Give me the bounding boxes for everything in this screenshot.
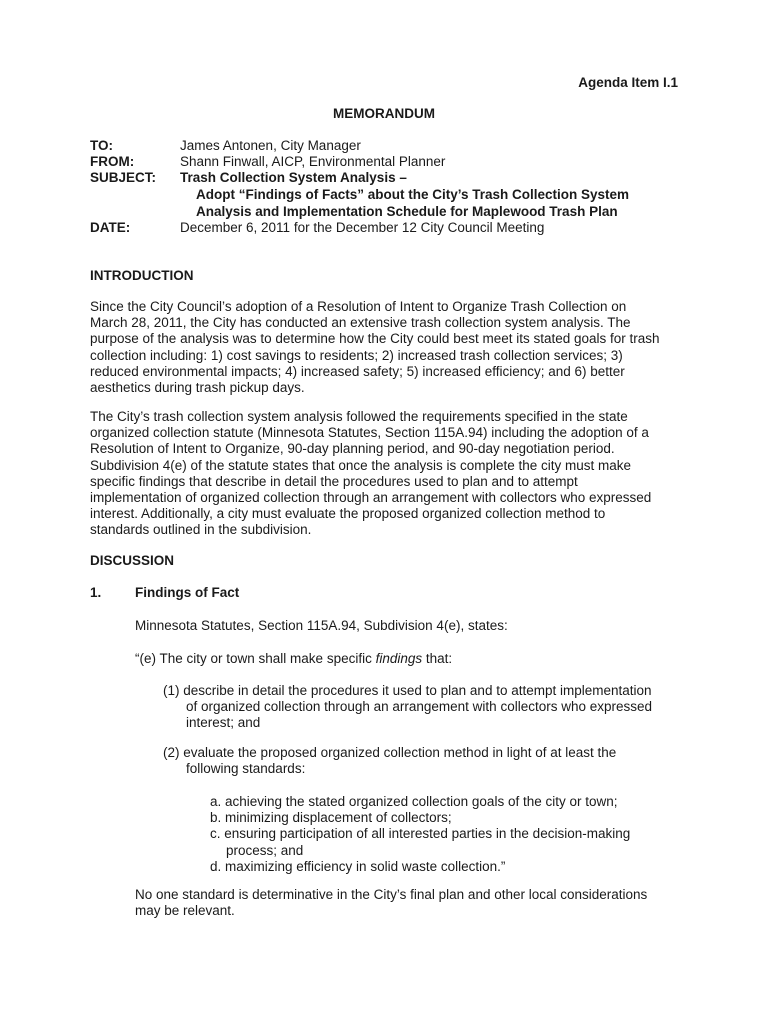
paragraph-line: Subdivision 4(e) of the statute states that once the analysis is complete the city must make (90, 457, 632, 473)
closing-paragraph (135, 887, 647, 919)
point-1 (163, 683, 652, 732)
paragraph-line: implementation of organized collection through an arrangement with collectors who expressed (90, 490, 652, 506)
subject-line-3: Analysis and Implementation Schedule for Maplewood Trash Plan (196, 204, 618, 219)
statute-quote-intro (135, 651, 452, 667)
closing-line: No one standard is determinative in the City’s final plan and other local considerations (135, 887, 648, 902)
closing-line: may be relevant. (135, 903, 235, 919)
introduction-heading: INTRODUCTION (90, 268, 194, 283)
introduction-paragraph-1 (90, 299, 690, 396)
standard-item: d. maximizing efficiency in solid waste collection.” (210, 858, 506, 874)
point-line: of organized collection through an arrangement with collectors who expressed (186, 699, 653, 715)
quote-prefix: “(e) The city or town shall make specific (135, 651, 376, 666)
standard-item: a. achieving the stated organized collection goals of the city or town; (210, 794, 618, 809)
paragraph-line: interest. Additionally, a city must evaluate the proposed organized collection method to (90, 506, 606, 522)
paragraph-line: aesthetics during trash pickup days. (90, 380, 305, 396)
agenda-item-label: Agenda Item I.1 (578, 75, 678, 90)
to-label: TO: (90, 138, 113, 153)
item-number: 1. (90, 585, 102, 600)
standard-item: c. ensuring participation of all interested parties in the decision-making (210, 826, 631, 842)
paragraph-line: The City’s trash collection system analysis followed the requirements specified in the state (90, 409, 628, 424)
standard-item: b. minimizing displacement of collectors; (210, 810, 452, 826)
introduction-paragraph-2 (90, 409, 690, 539)
paragraph-line: purpose of the analysis was to determine how the City could best meet its stated goals for trash (90, 331, 660, 347)
subject-label: SUBJECT: (90, 170, 157, 185)
discussion-heading: DISCUSSION (90, 553, 175, 568)
subject-line-2: Adopt “Findings of Facts” about the City’s Trash Collection System (196, 187, 630, 202)
date-value: December 6, 2011 for the December 12 City Council Meeting (180, 220, 545, 235)
quote-emphasis: findings (375, 651, 423, 666)
point-line: following standards: (186, 761, 306, 777)
point-line: interest; and (186, 715, 261, 731)
point-line: (2) evaluate the proposed organized collection method in light of at least the (163, 745, 617, 760)
from-label: FROM: (90, 154, 135, 169)
memo-title: MEMORANDUM (333, 106, 435, 121)
paragraph-line: specific findings that describe in detail the procedures used to plan and to attempt (90, 473, 578, 489)
paragraph-line: standards outlined in the subdivision. (90, 522, 312, 538)
subject-line-1: Trash Collection System Analysis – (180, 170, 407, 185)
paragraph-line: collection including: 1) cost savings to residents; 2) increased trash collection services; 3) (90, 347, 623, 363)
paragraph-line: reduced environmental impacts; 4) increased safety; 5) increased efficiency; and 6) better (90, 363, 625, 379)
standard-item-continued: process; and (226, 842, 304, 858)
item-title: Findings of Fact (135, 585, 240, 600)
paragraph-line: organized collection statute (Minnesota Statutes, Section 115A.94) including the adoption of a (90, 425, 649, 441)
paragraph-line: March 28, 2011, the City has conducted an extensive trash collection system analysis. The (90, 315, 631, 331)
paragraph-line: Resolution of Intent to Organize, 90-day planning period, and 90-day negotiation period. (90, 441, 615, 457)
point-line: (1) describe in detail the procedures it used to plan and to attempt implementation (163, 683, 652, 698)
paragraph-line: Since the City Council’s adoption of a Resolution of Intent to Organize Trash Collection on (90, 299, 627, 314)
quote-suffix: that: (422, 651, 453, 666)
date-label: DATE: (90, 220, 131, 235)
to-value: James Antonen, City Manager (180, 138, 361, 153)
statute-intro: Minnesota Statutes, Section 115A.94, Subdivision 4(e), states: (135, 618, 508, 633)
point-2 (163, 745, 616, 777)
from-value: Shann Finwall, AICP, Environmental Planner (180, 154, 446, 169)
standards-list (210, 794, 630, 875)
